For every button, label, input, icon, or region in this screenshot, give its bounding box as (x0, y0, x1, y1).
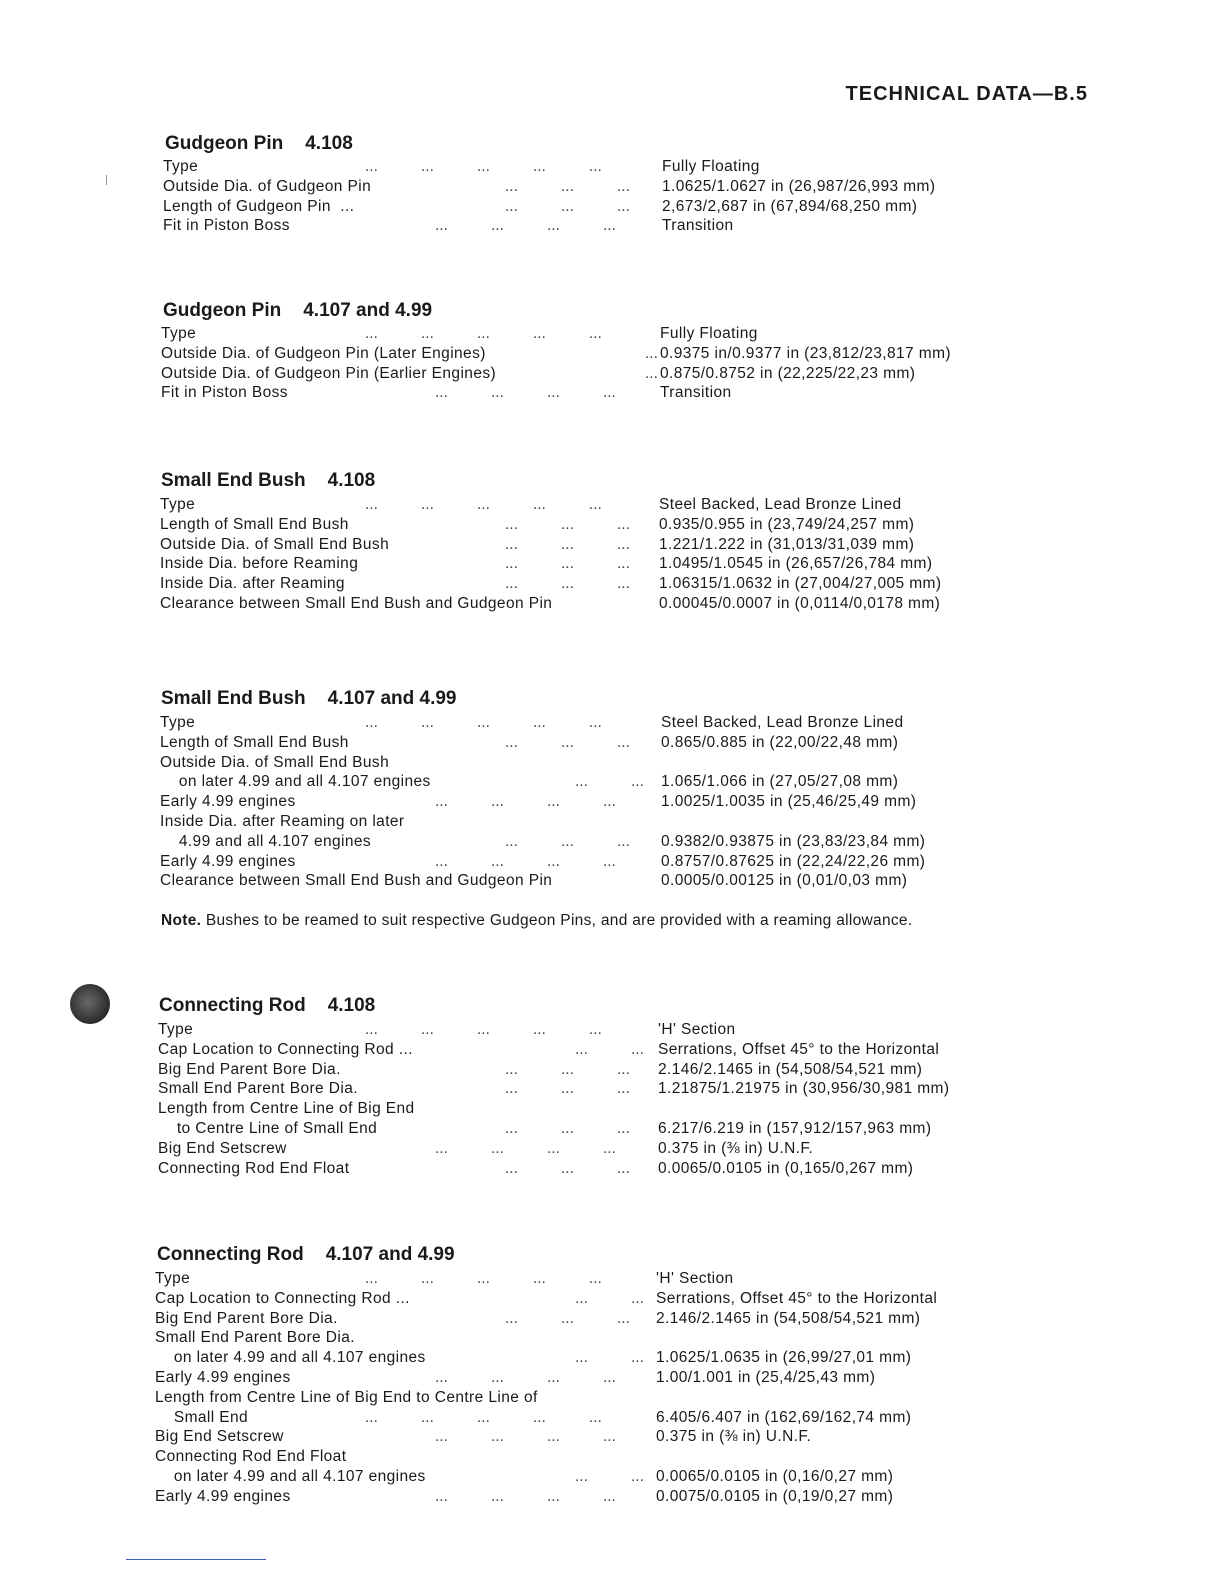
spec-row (160, 595, 1074, 613)
note-text: Bushes to be reamed to suit respective Gudgeon Pins, and are provided with a reaming allowance. (205, 912, 913, 929)
section-name: Small End Bush (161, 688, 306, 709)
leader-dots: ... ... ... ... (435, 217, 616, 235)
spec-label: Type (160, 496, 196, 513)
spec-row (161, 365, 1074, 383)
spec-label: on later 4.99 and all 4.107 engines (155, 1468, 426, 1485)
spec-label: Fit in Piston Boss (161, 384, 288, 402)
spec-row (160, 833, 1074, 851)
spec-value: 0.375 in (⅜ in) U.N.F. (656, 1428, 812, 1446)
spec-label: Outside Dia. of Small End Bush (160, 753, 390, 771)
spec-row (158, 1140, 1074, 1158)
leader-dots: ... ... ... (505, 1120, 630, 1137)
spec-row (160, 773, 1074, 791)
spec-label: Length of Gudgeon Pin ... (163, 197, 355, 215)
leader-dots: ... ... ... ... ... (365, 1021, 602, 1038)
leader-dots: ... ... ... (505, 177, 630, 195)
leader-dots: ... (645, 344, 658, 362)
section-name: Gudgeon Pin (165, 133, 284, 154)
section-title (159, 995, 375, 1017)
spec-row (158, 1120, 1074, 1138)
spec-value: 'H' Section (656, 1270, 734, 1287)
spec-row (155, 1329, 1074, 1347)
spec-row (160, 754, 1074, 772)
section-model: 4.107 and 4.99 (303, 300, 433, 321)
leader-dots: ... ... ... ... (435, 852, 616, 870)
spec-row (158, 1061, 1074, 1079)
spec-row (163, 217, 1074, 235)
spec-label: Big End Parent Bore Dia. (158, 1060, 341, 1078)
spec-value: 0.0005/0.00125 in (0,01/0,03 mm) (661, 872, 908, 890)
spec-row (155, 1290, 1074, 1308)
spec-label: Small End (155, 1408, 249, 1426)
spec-row (163, 158, 1074, 176)
spec-row (160, 872, 1074, 890)
section-title (161, 688, 457, 710)
spec-value: 1.065/1.066 in (27,05/27,08 mm) (661, 773, 899, 791)
spec-label: Length of Small End Bush (160, 515, 349, 533)
spec-value: 0.9375 in/0.9377 in (23,812/23,817 mm) (660, 344, 951, 362)
leader-dots: ... ... ... ... ... (365, 158, 602, 175)
spec-value: 2,673/2,687 in (67,894/68,250 mm) (662, 197, 918, 215)
spec-label: Early 4.99 engines (155, 1369, 291, 1386)
section-name: Connecting Rod (157, 1244, 304, 1265)
leader-dots: ... ... ... ... ... (365, 714, 602, 731)
spec-value: 0.375 in (⅜ in) U.N.F. (658, 1139, 814, 1157)
spec-label: Connecting Rod End Float (158, 1159, 350, 1177)
section-name: Gudgeon Pin (163, 300, 282, 321)
spec-row (155, 1369, 1074, 1387)
leader-dots: ... ... (575, 1289, 644, 1307)
spec-row (158, 1021, 1074, 1039)
section-model: 4.107 and 4.99 (327, 688, 457, 709)
spec-row (160, 555, 1074, 573)
spec-value: 2.146/2.1465 in (54,508/54,521 mm) (656, 1309, 921, 1327)
spec-value: 1.0625/1.0635 in (26,99/27,01 mm) (656, 1349, 912, 1367)
spec-row (160, 516, 1074, 534)
leader-dots: ... ... ... ... ... (365, 325, 602, 342)
section-name: Small End Bush (161, 470, 306, 491)
spec-label: Type (158, 1021, 194, 1038)
spec-label: Outside Dia. of Gudgeon Pin (Earlier Engines) (161, 364, 497, 382)
spec-value: 0.9382/0.93875 in (23,83/23,84 mm) (661, 832, 926, 850)
footer-rule (126, 1559, 266, 1560)
leader-dots: ... ... ... ... (435, 384, 616, 402)
spec-value: Steel Backed, Lead Bronze Lined (659, 496, 902, 513)
leader-dots: ... ... ... (505, 1080, 630, 1098)
section-title (163, 300, 432, 322)
spec-label: Small End Parent Bore Dia. (155, 1329, 355, 1347)
leader-dots: ... ... ... (505, 535, 630, 553)
spec-label: Type (163, 158, 199, 175)
spec-value: 1.0625/1.0627 in (26,987/26,993 mm) (662, 177, 936, 195)
spec-label: Inside Dia. after Reaming (160, 575, 345, 593)
leader-dots: ... ... (575, 1349, 644, 1367)
spec-row (161, 325, 1074, 343)
spec-label: Early 4.99 engines (160, 852, 296, 870)
spec-row (158, 1041, 1074, 1059)
spec-row (163, 178, 1074, 196)
leader-dots: ... ... ... (505, 197, 630, 215)
spec-label: Cap Location to Connecting Rod ... (155, 1289, 410, 1307)
spec-row (155, 1409, 1074, 1427)
spec-value: 0.0065/0.0105 in (0,16/0,27 mm) (656, 1468, 894, 1485)
spec-row (155, 1448, 1074, 1466)
spec-value: Steel Backed, Lead Bronze Lined (661, 714, 904, 731)
spec-label: Type (161, 325, 197, 342)
spec-row (160, 714, 1074, 732)
section-model: 4.108 (305, 133, 353, 154)
section-model: 4.108 (327, 995, 376, 1016)
spec-value: 1.06315/1.0632 in (27,004/27,005 mm) (659, 575, 942, 593)
spec-value: 0.0065/0.0105 in (0,165/0,267 mm) (658, 1159, 914, 1177)
section-title (165, 133, 353, 155)
section-model: 4.108 (327, 470, 376, 491)
spec-value: 'H' Section (658, 1021, 736, 1038)
spec-value: 0.875/0.8752 in (22,225/22,23 mm) (660, 364, 916, 382)
spec-row (155, 1428, 1074, 1446)
spec-label: Outside Dia. of Gudgeon Pin (Later Engines) (161, 344, 486, 362)
spec-label: Big End Parent Bore Dia. (155, 1309, 338, 1327)
leader-dots: ... ... ... (505, 515, 630, 533)
leader-dots: ... ... (575, 1468, 644, 1485)
spec-value: 0.0075/0.0105 in (0,19/0,27 mm) (656, 1487, 894, 1505)
spec-label: Length of Small End Bush (160, 733, 349, 751)
spec-row (163, 198, 1074, 216)
spec-label: on later 4.99 and all 4.107 engines (160, 773, 431, 791)
leader-dots: ... (645, 364, 658, 382)
spec-row (158, 1160, 1074, 1178)
leader-dots: ... ... ... ... ... (365, 1408, 602, 1426)
leader-dots: ... ... ... ... (435, 1428, 616, 1446)
spec-label: to Centre Line of Small End (158, 1120, 378, 1137)
spec-value: Serrations, Offset 45° to the Horizontal (658, 1040, 940, 1058)
spec-label: Cap Location to Connecting Rod ... (158, 1040, 413, 1058)
spec-row (160, 793, 1074, 811)
spec-row (155, 1488, 1074, 1506)
spec-label: 4.99 and all 4.107 engines (160, 832, 372, 850)
spec-row (161, 384, 1074, 402)
leader-dots: ... ... ... ... (435, 1139, 616, 1157)
spec-value: Serrations, Offset 45° to the Horizontal (656, 1289, 938, 1307)
leader-dots: ... ... ... (505, 1309, 630, 1327)
spec-label: Outside Dia. of Gudgeon Pin (163, 177, 372, 195)
spec-label: Big End Setscrew (158, 1139, 287, 1157)
spec-value: 6.405/6.407 in (162,69/162,74 mm) (656, 1408, 912, 1426)
spec-value: 1.21875/1.21975 in (30,956/30,981 mm) (658, 1080, 950, 1098)
spec-row (155, 1349, 1074, 1367)
binder-punch-hole (70, 984, 110, 1024)
spec-label: Big End Setscrew (155, 1428, 284, 1446)
spec-row (155, 1310, 1074, 1328)
spec-row (155, 1389, 1074, 1407)
spec-label: Length from Centre Line of Big End (158, 1100, 415, 1118)
spec-row (160, 536, 1074, 554)
spec-label: Outside Dia. of Small End Bush (160, 535, 390, 553)
spec-row (158, 1080, 1074, 1098)
spec-value: 2.146/2.1465 in (54,508/54,521 mm) (658, 1060, 923, 1078)
leader-dots: ... ... ... ... ... (365, 496, 602, 513)
note (161, 912, 912, 930)
spec-row (160, 496, 1074, 514)
spec-value: Transition (660, 384, 732, 402)
spec-label: Fit in Piston Boss (163, 217, 290, 235)
section-name: Connecting Rod (159, 995, 306, 1016)
leader-dots: ... ... ... ... (435, 1487, 616, 1505)
spec-label: Inside Dia. after Reaming on later (160, 813, 405, 830)
section-model: 4.107 and 4.99 (325, 1244, 455, 1265)
spec-label: on later 4.99 and all 4.107 engines (155, 1349, 426, 1367)
spec-value: 0.8757/0.87625 in (22,24/22,26 mm) (661, 852, 926, 870)
spec-row (160, 853, 1074, 871)
spec-label: Type (155, 1270, 191, 1287)
spec-label: Clearance between Small End Bush and Gudgeon Pin (160, 872, 553, 890)
spec-value: 1.0495/1.0545 in (26,657/26,784 mm) (659, 555, 933, 573)
leader-dots: ... ... ... (505, 555, 630, 573)
leader-dots: ... ... ... (505, 1159, 630, 1177)
spec-row (155, 1270, 1074, 1288)
spec-row (155, 1468, 1074, 1486)
spec-value: Fully Floating (662, 158, 760, 175)
note-label: Note. (161, 912, 202, 929)
page-title: TECHNICAL DATA—B.5 (845, 83, 1088, 105)
spec-row (160, 734, 1074, 752)
spec-value: Transition (662, 217, 734, 235)
margin-mark (106, 175, 107, 185)
leader-dots: ... ... ... (505, 832, 630, 850)
spec-value: 0.00045/0.0007 in (0,0114/0,0178 mm) (659, 595, 941, 612)
leader-dots: ... ... ... ... (435, 1369, 616, 1386)
spec-row (158, 1100, 1074, 1118)
section-title (157, 1244, 455, 1266)
spec-value: 1.0025/1.0035 in (25,46/25,49 mm) (661, 793, 917, 811)
leader-dots: ... ... ... (505, 575, 630, 593)
spec-row (160, 813, 1074, 831)
spec-value: 1.00/1.001 in (25,4/25,43 mm) (656, 1369, 876, 1386)
leader-dots: ... ... ... ... ... (365, 1270, 602, 1287)
leader-dots: ... ... ... ... (435, 793, 616, 811)
leader-dots: ... ... ... (505, 1060, 630, 1078)
spec-label: Type (160, 714, 196, 731)
leader-dots: ... ... ... (505, 733, 630, 751)
spec-value: 6.217/6.219 in (157,912/157,963 mm) (658, 1120, 932, 1137)
spec-label: Clearance between Small End Bush and Gudgeon Pin (160, 595, 553, 612)
spec-label: Early 4.99 engines (160, 793, 296, 811)
spec-row (161, 345, 1074, 363)
leader-dots: ... ... (575, 1040, 644, 1058)
spec-label: Length from Centre Line of Big End to Centre Line of (155, 1388, 538, 1406)
spec-label: Early 4.99 engines (155, 1487, 291, 1505)
spec-value: 1.221/1.222 in (31,013/31,039 mm) (659, 535, 915, 553)
section-title (161, 470, 375, 492)
spec-value: 0.935/0.955 in (23,749/24,257 mm) (659, 515, 915, 533)
spec-label: Connecting Rod End Float (155, 1448, 347, 1466)
spec-label: Inside Dia. before Reaming (160, 555, 359, 573)
spec-value: Fully Floating (660, 325, 758, 342)
spec-value: 0.865/0.885 in (22,00/22,48 mm) (661, 733, 899, 751)
leader-dots: ... ... (575, 773, 644, 791)
spec-label: Small End Parent Bore Dia. (158, 1080, 358, 1098)
spec-row (160, 575, 1074, 593)
